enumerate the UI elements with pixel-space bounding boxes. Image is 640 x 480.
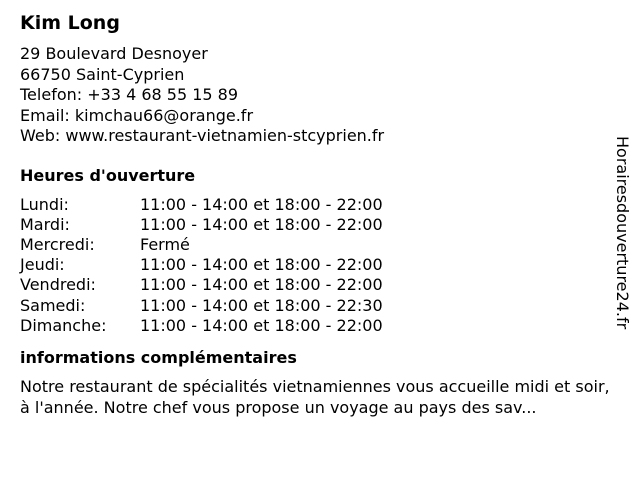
hours-day: Lundi: bbox=[20, 194, 69, 214]
hours-day: Samedi: bbox=[20, 295, 86, 315]
website-text: Web: www.restaurant-vietnamien-stcyprien.fr bbox=[20, 126, 385, 145]
hours-day: Vendredi: bbox=[20, 275, 96, 295]
business-name: Kim Long bbox=[20, 12, 120, 34]
hours-row-sunday bbox=[20, 316, 620, 336]
hours-time: 11:00 - 14:00 et 18:00 - 22:30 bbox=[140, 295, 383, 315]
hours-row-thursday bbox=[20, 255, 620, 275]
hours-day: Jeudi: bbox=[20, 255, 65, 275]
hours-row-wednesday bbox=[20, 235, 620, 255]
hours-time: 11:00 - 14:00 et 18:00 - 22:00 bbox=[140, 194, 383, 214]
watermark-text: Horairesdouverture24.fr bbox=[613, 136, 632, 330]
hours-time: 11:00 - 14:00 et 18:00 - 22:00 bbox=[140, 255, 383, 275]
hours-time: 11:00 - 14:00 et 18:00 - 22:00 bbox=[140, 315, 383, 335]
hours-row-friday bbox=[20, 275, 620, 295]
info-heading: informations complémentaires bbox=[20, 347, 297, 367]
hours-heading: Heures d'ouverture bbox=[20, 165, 196, 185]
hours-day: Dimanche: bbox=[20, 315, 107, 335]
hours-row-tuesday bbox=[20, 215, 620, 235]
email-text: Email: kimchau66@orange.fr bbox=[20, 105, 254, 125]
phone-text: Telefon: +33 4 68 55 15 89 bbox=[20, 85, 239, 104]
address-city: 66750 Saint-Cyprien bbox=[20, 64, 185, 84]
info-text: Notre restaurant de spécialités vietnamiennes vous accueille midi et soir, à l'année. Notre chef vous propose un voyage au pays des sav... bbox=[20, 376, 610, 417]
hours-table bbox=[20, 195, 620, 336]
address-street: 29 Boulevard Desnoyer bbox=[20, 44, 208, 63]
hours-day: Mercredi: bbox=[20, 234, 95, 254]
hours-row-monday bbox=[20, 195, 620, 215]
hours-day: Mardi: bbox=[20, 214, 70, 234]
business-card bbox=[20, 10, 620, 418]
hours-time: 11:00 - 14:00 et 18:00 - 22:00 bbox=[140, 275, 383, 295]
hours-time: 11:00 - 14:00 et 18:00 - 22:00 bbox=[140, 214, 383, 234]
contact-block bbox=[20, 44, 620, 147]
hours-row-saturday bbox=[20, 296, 620, 316]
hours-time: Fermé bbox=[140, 234, 190, 254]
